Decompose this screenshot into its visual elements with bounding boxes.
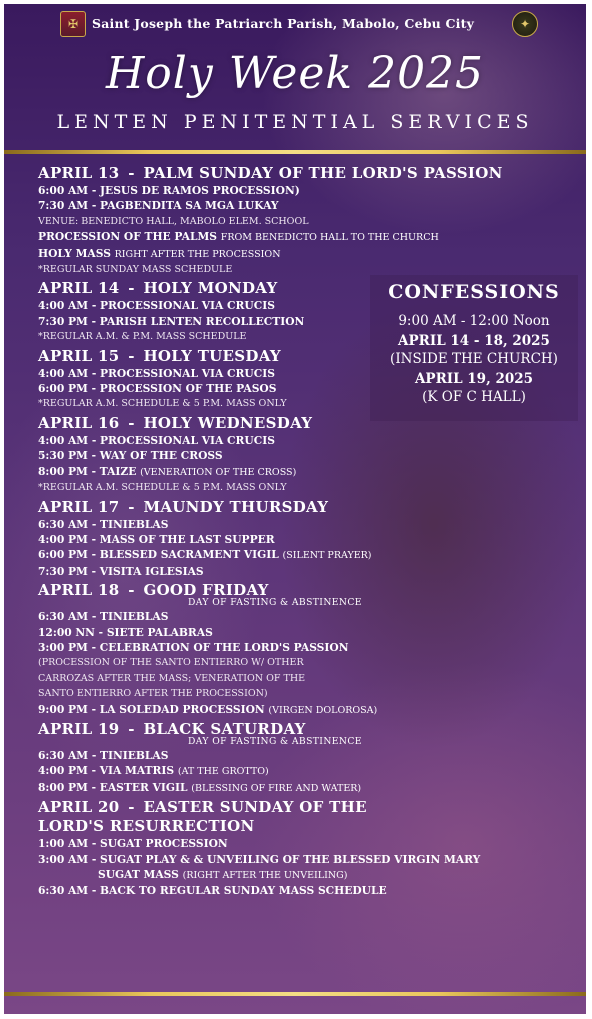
day-separator: - [128, 798, 135, 817]
day-name: EASTER SUNDAY OF THE [143, 798, 367, 817]
item-dash: - [88, 517, 100, 531]
item-detail: (SILENT PRAYER) [282, 550, 372, 562]
item-title: HOLY MASS [38, 246, 111, 260]
day-name: MAUNDY THURSDAY [143, 497, 329, 516]
schedule-item [38, 609, 558, 624]
item-dash: - [87, 548, 100, 562]
item-title: PROCESSIONAL VIA CRUCIS [100, 366, 275, 380]
item-dash: - [87, 780, 100, 794]
parish-seal-icon: ✠ [60, 11, 86, 37]
item-time: 8:00 PM [38, 780, 88, 794]
item-title: BACK TO REGULAR SUNDAY MASS SCHEDULE [100, 884, 387, 898]
confessions-place-2: (K OF C HALL) [422, 389, 526, 405]
item-title: TINIEBLAS [100, 610, 169, 624]
item-title: VIA MATRIS [99, 764, 175, 778]
schedule-note: *REGULAR A.M. & P.M. MASS SCHEDULE [38, 331, 247, 343]
schedule-item [38, 198, 558, 213]
item-title: VISITA IGLESIAS [99, 564, 204, 578]
item-dash: - [88, 748, 100, 762]
header [4, 4, 586, 46]
day-date: APRIL 15 [38, 346, 120, 365]
confessions-place-1: (INSIDE THE CHURCH) [390, 351, 558, 367]
day-date: APRIL 18 [38, 581, 120, 600]
item-dash: - [88, 610, 100, 624]
day-date: APRIL 17 [38, 497, 120, 516]
item-title: TINIEBLAS [100, 517, 169, 531]
schedule-item [38, 883, 558, 898]
item-dash: - [88, 184, 100, 197]
day-separator: - [128, 164, 135, 182]
day-heading [38, 498, 558, 517]
schedule-item [38, 748, 558, 763]
schedule-item [38, 640, 558, 655]
item-dash: - [88, 199, 100, 213]
item-dash: - [87, 449, 100, 463]
item-time: 7:30 PM [38, 564, 88, 578]
day-heading [38, 164, 558, 183]
item-time: 4:00 AM [38, 299, 89, 313]
item-dash: - [87, 764, 100, 778]
item-time: 6:30 AM [38, 610, 89, 624]
schedule-note: *REGULAR A.M. SCHEDULE & 5 P.M. MASS ONLY [38, 482, 287, 494]
day-heading [38, 798, 558, 817]
item-time: 6:00 AM [38, 184, 89, 197]
item-detail: (VIRGEN DOLOROSA) [268, 704, 378, 716]
item-time: 7:30 AM [38, 199, 89, 213]
day-name: GOOD FRIDAY [143, 581, 269, 600]
item-time: 6:30 AM [38, 517, 89, 531]
day-name: HOLY WEDNESDAY [143, 413, 313, 432]
item-detail: FROM BENEDICTO HALL TO THE CHURCH [220, 232, 439, 244]
schedule-item [38, 702, 558, 718]
top-gold-divider [4, 150, 586, 154]
day-name: PALM SUNDAY OF THE LORD'S PASSION [143, 164, 503, 182]
day-date: APRIL 16 [38, 413, 120, 432]
item-title: LA SOLEDAD PROCESSION [99, 702, 265, 716]
schedule-note: (PROCESSION OF THE SANTO ENTIERRO W/ OTHER [38, 657, 304, 669]
item-dash: - [88, 884, 100, 898]
day-subtitle: DAY OF FASTING & ABSTINENCE [188, 597, 362, 609]
day-date: APRIL 13 [38, 164, 120, 182]
day-name: HOLY TUESDAY [143, 346, 281, 365]
item-time: 4:00 PM [38, 764, 88, 778]
parish-name: Saint Joseph the Patriarch Parish, Mabolo, Cebu City [92, 16, 475, 31]
item-dash: - [87, 382, 100, 396]
day-date: APRIL 20 [38, 798, 120, 817]
schedule-note: CARROZAS AFTER THE MASS; VENERATION OF THE [38, 672, 306, 684]
item-title: SUGAT MASS [98, 868, 179, 881]
item-title: SUGAT PLAY & & UNVEILING OF THE BLESSED VIRGIN MARY [100, 852, 481, 866]
item-dash: - [88, 299, 100, 313]
item-time: 4:00 AM [38, 433, 89, 447]
item-title: BLESSED SACRAMENT VIGIL [99, 548, 279, 562]
confessions-time: 9:00 AM - 12:00 Noon [398, 313, 550, 329]
item-title: PAGBENDITA SA MGA LUKAY [100, 199, 279, 213]
schedule-note: VENUE: BENEDICTO HALL, MABOLO ELEM. SCHOOL [38, 215, 309, 227]
schedule-item [38, 517, 558, 532]
day-separator: - [128, 279, 135, 298]
item-time: 7:30 PM [38, 314, 88, 328]
day-separator: - [128, 346, 135, 365]
item-title: TINIEBLAS [100, 748, 169, 762]
item-title: PROCESSIONAL VIA CRUCIS [100, 299, 275, 313]
item-title: JESUS DE RAMOS PROCESSION) [100, 184, 300, 197]
item-title: PROCESSION OF THE PASOS [99, 382, 277, 396]
item-title: MASS OF THE LAST SUPPER [99, 532, 275, 546]
item-dash: - [87, 702, 100, 716]
schedule-item [38, 433, 558, 448]
item-time: 4:00 AM [38, 366, 89, 380]
item-detail: RIGHT AFTER THE PROCESSION [114, 248, 281, 260]
day-subtitle: DAY OF FASTING & ABSTINENCE [188, 735, 362, 747]
schedule-note: SANTO ENTIERRO AFTER THE PROCESSION) [38, 688, 268, 700]
item-time: 12:00 NN [38, 625, 95, 639]
day-separator: - [128, 581, 135, 600]
confessions-box [370, 275, 578, 421]
item-time: 3:00 AM [38, 852, 89, 866]
bottom-gold-divider [4, 992, 586, 996]
item-time: 6:30 AM [38, 748, 89, 762]
day-separator: - [128, 497, 135, 516]
schedule-item [38, 183, 558, 198]
item-title: PROCESSION OF THE PALMS [38, 230, 218, 244]
item-dash: - [94, 625, 107, 639]
schedule-item [38, 464, 558, 480]
schedule-item [38, 852, 558, 867]
item-time: 6:00 PM [38, 548, 88, 562]
item-dash: - [87, 532, 100, 546]
schedule-item [38, 564, 558, 579]
item-detail: (VENERATION OF THE CROSS) [140, 466, 297, 478]
item-title: PROCESSIONAL VIA CRUCIS [100, 433, 275, 447]
page-subtitle: LENTEN PENITENTIAL SERVICES [56, 111, 534, 133]
item-dash: - [87, 640, 100, 654]
day-separator: - [128, 413, 135, 432]
day-date: APRIL 19 [38, 719, 120, 738]
item-title: WAY OF THE CROSS [99, 449, 223, 463]
day-date: APRIL 14 [38, 279, 120, 298]
item-title: EASTER VIGIL [99, 780, 188, 794]
item-title: SIETE PALABRAS [106, 625, 213, 639]
confessions-title: CONFESSIONS [388, 281, 560, 303]
item-title: TAIZE [99, 464, 137, 478]
schedule-note: *REGULAR SUNDAY MASS SCHEDULE [38, 264, 233, 276]
item-time: 9:00 PM [38, 702, 88, 716]
item-dash: - [88, 433, 100, 447]
item-detail: (RIGHT AFTER THE UNVEILING) [182, 870, 348, 881]
schedule-item [38, 246, 558, 262]
schedule-item [38, 448, 558, 463]
day-name-continued: LORD'S RESURRECTION [38, 817, 255, 836]
day-name: HOLY MONDAY [143, 279, 278, 298]
confessions-range-1: APRIL 14 - 18, 2025 [398, 333, 550, 349]
schedule-item [38, 547, 558, 563]
schedule-list [38, 162, 558, 899]
schedule-item [38, 780, 558, 796]
day-separator: - [128, 719, 135, 738]
item-time: 5:30 PM [38, 449, 88, 463]
schedule-item [38, 836, 558, 851]
page-title: Holy Week 2025 [105, 48, 485, 99]
schedule-note: *REGULAR A.M. SCHEDULE & 5 P.M. MASS ONLY [38, 398, 287, 410]
item-title: CELEBRATION OF THE LORD'S PASSION [99, 640, 349, 654]
item-dash: - [88, 852, 100, 866]
item-detail: (AT THE GROTTO) [177, 766, 269, 778]
item-title: PARISH LENTEN RECOLLECTION [99, 314, 305, 328]
item-time: 3:00 PM [38, 640, 88, 654]
schedule-item [38, 867, 558, 883]
item-dash: - [87, 564, 100, 578]
item-dash: - [87, 464, 100, 478]
confessions-range-2: APRIL 19, 2025 [414, 371, 534, 387]
item-dash: - [88, 366, 100, 380]
item-time: 6:00 PM [38, 382, 88, 396]
diocese-seal-icon: ✦ [512, 11, 538, 37]
schedule-item [38, 625, 558, 640]
item-time: 4:00 PM [38, 532, 88, 546]
item-detail: (BLESSING OF FIRE AND WATER) [191, 782, 362, 794]
item-title: SUGAT PROCESSION [100, 837, 228, 851]
item-time: 8:00 PM [38, 464, 88, 478]
item-time: 1:00 AM [38, 837, 89, 851]
schedule-item [38, 763, 558, 779]
day-name: BLACK SATURDAY [143, 719, 306, 738]
item-dash: - [87, 314, 100, 328]
item-time: 6:30 AM [38, 884, 89, 898]
holy-week-poster [4, 4, 586, 1014]
schedule-item [38, 532, 558, 547]
schedule-item [38, 229, 558, 245]
item-dash: - [88, 837, 100, 851]
